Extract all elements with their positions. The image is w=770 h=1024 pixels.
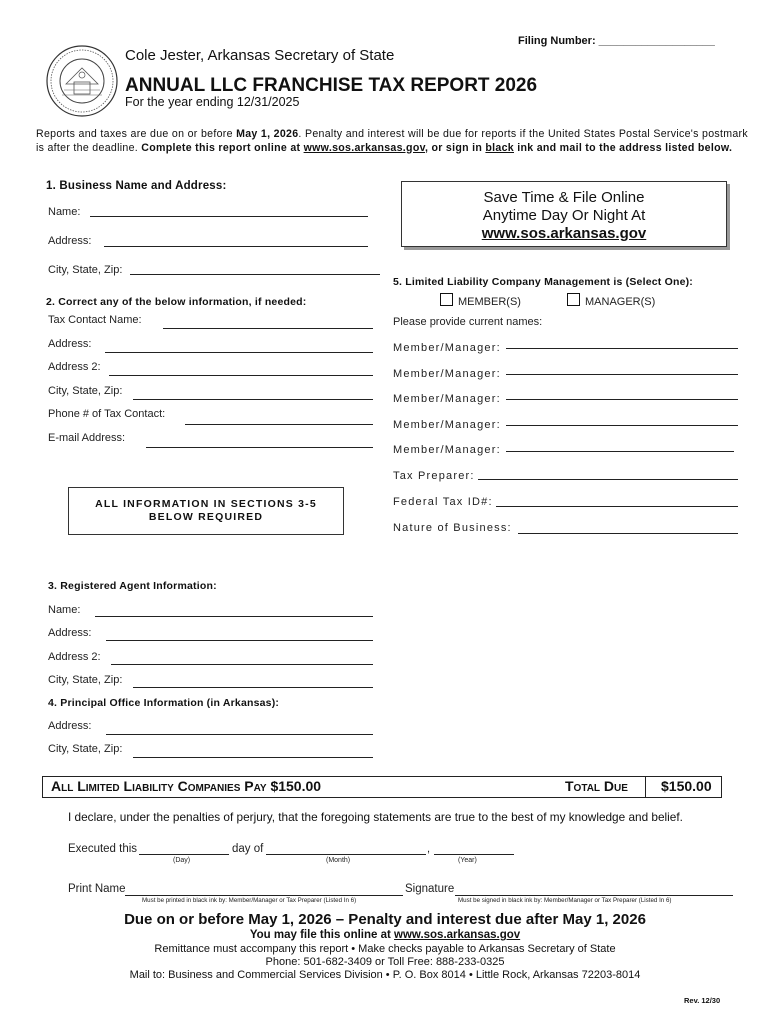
online-notice: You may file this online at www.sos.arkansas.gov [249, 929, 521, 941]
print-name-field[interactable] [125, 895, 403, 896]
day-of-label: day of [232, 843, 264, 855]
s3-city-field[interactable] [133, 687, 373, 688]
intro-paragraph: Reports and taxes are due on or before May 1, 2026. Penalty and interest will be due for reports if the United States Postal Service's postmark is after the deadline. Complete this report online at www.sos.arkansas.gov, or sign in black ink and mail to the address listed below. [36, 128, 748, 154]
s2-phone-field[interactable] [185, 424, 373, 425]
member-manager-field-1[interactable] [506, 348, 738, 349]
promo-url[interactable]: www.sos.arkansas.gov [481, 225, 647, 242]
nature-field[interactable] [518, 533, 738, 534]
required-notice [68, 487, 344, 535]
s2-email-field[interactable] [146, 447, 373, 448]
s1-city-field[interactable] [130, 274, 380, 275]
revision: Rev. 12/30 [684, 996, 721, 1005]
member-manager-field-2[interactable] [506, 374, 738, 375]
s3-address-label: Address: [48, 627, 92, 639]
s1-name-label: Name: [48, 206, 81, 218]
member-manager-field-5[interactable] [506, 451, 734, 452]
fee-bar [42, 776, 722, 798]
fee-label: All Limited Liability Companies Pay $150.00 [51, 778, 322, 794]
section1-title: 1. Business Name and Address: [46, 180, 227, 192]
executed-label: Executed this [68, 843, 138, 855]
member-option[interactable]: MEMBER(S) [440, 293, 521, 308]
promo-line2: Anytime Day Or Night At [482, 207, 646, 224]
s1-name-field[interactable] [90, 216, 368, 217]
year-caption: (Year) [458, 857, 477, 864]
s2-tax-contact-field[interactable] [163, 328, 373, 329]
promo-line1: Save Time & File Online [483, 189, 645, 206]
promo-box [401, 181, 727, 247]
s3-name-label: Name: [48, 604, 81, 616]
member-manager-label-4: Member/Manager: [393, 419, 501, 431]
total-due-value: $150.00 [661, 778, 712, 794]
comma: , [427, 843, 431, 855]
footer-url[interactable]: www.sos.arkansas.gov [394, 929, 521, 941]
s2-address-label: Address: [48, 338, 92, 350]
state-seal [44, 44, 120, 118]
member-checkbox[interactable] [440, 293, 453, 306]
tax-preparer-field[interactable] [478, 479, 738, 480]
s4-address-field[interactable] [106, 734, 373, 735]
member-manager-label-2: Member/Manager: [393, 368, 501, 380]
remittance-note: Remittance must accompany this report • Make checks payable to Arkansas Secretary of State [154, 943, 616, 955]
federal-id-label: Federal Tax ID#: [393, 496, 493, 508]
s1-city-label: City, State, Zip: [48, 264, 123, 276]
secretary-name: Cole Jester, Arkansas Secretary of State [125, 47, 395, 64]
section2-title: 2. Correct any of the below information, if needed: [46, 296, 307, 308]
s1-address-field[interactable] [104, 246, 368, 247]
s2-city-label: City, State, Zip: [48, 385, 123, 397]
required-line2: BELOW REQUIRED [148, 511, 264, 523]
signature-label: Signature [405, 883, 455, 895]
month-caption: (Month) [326, 857, 351, 864]
phone-note: Phone: 501-682-3409 or Toll Free: 888-233-0325 [265, 956, 505, 968]
mail-note: Mail to: Business and Commercial Services Division • P. O. Box 8014 • Little Rock, Arkansas 72203-8014 [129, 969, 641, 981]
section3-title: 3. Registered Agent Information: [48, 580, 217, 592]
tax-preparer-label: Tax Preparer: [393, 470, 475, 482]
names-note: Please provide current names: [393, 316, 543, 328]
s2-address2-field[interactable] [109, 375, 373, 376]
total-due-label: Total Due [565, 778, 628, 794]
signature-field[interactable] [455, 895, 733, 896]
s3-address2-field[interactable] [111, 664, 373, 665]
s3-city-label: City, State, Zip: [48, 674, 123, 686]
s4-address-label: Address: [48, 720, 92, 732]
member-manager-label-1: Member/Manager: [393, 342, 501, 354]
s3-address-field[interactable] [106, 640, 373, 641]
day-caption: (Day) [173, 857, 191, 864]
print-note: Must be printed in black ink by: Member/Manager or Tax Preparer (Listed In 6) [142, 897, 357, 904]
s3-name-field[interactable] [95, 616, 373, 617]
executed-month-field[interactable] [266, 854, 426, 855]
s2-tax-contact-label: Tax Contact Name: [48, 314, 142, 326]
federal-id-field[interactable] [496, 506, 738, 507]
manager-checkbox[interactable] [567, 293, 580, 306]
intro-url[interactable]: www.sos.arkansas.gov [303, 141, 425, 154]
s2-address2-label: Address 2: [48, 361, 101, 373]
executed-day-field[interactable] [139, 854, 229, 855]
member-manager-label-3: Member/Manager: [393, 393, 501, 405]
s3-address2-label: Address 2: [48, 651, 101, 663]
print-name-label: Print Name [68, 883, 126, 895]
s2-city-field[interactable] [133, 399, 373, 400]
required-line1: ALL INFORMATION IN SECTIONS 3-5 [95, 498, 317, 510]
s2-email-label: E-mail Address: [48, 432, 126, 444]
executed-year-field[interactable] [434, 854, 514, 855]
declaration-text: I declare, under the penalties of perjury, that the foregoing statements are true to the best of my knowledge and belief. [68, 810, 683, 824]
section5-title: 5. Limited Liability Company Management is (Select One): [393, 276, 694, 288]
s4-city-label: City, State, Zip: [48, 743, 123, 755]
filing-number: Filing Number: ___________________ [518, 35, 715, 47]
s1-address-label: Address: [48, 235, 92, 247]
manager-option[interactable]: MANAGER(S) [567, 293, 655, 308]
member-manager-field-3[interactable] [506, 399, 738, 400]
s2-phone-label: Phone # of Tax Contact: [48, 408, 166, 420]
page-title: ANNUAL LLC FRANCHISE TAX REPORT 2026 [125, 75, 538, 96]
signature-note: Must be signed in black ink by: Member/Manager or Tax Preparer (Listed In 6) [458, 897, 672, 904]
section4-title: 4. Principal Office Information (in Arkansas): [48, 697, 280, 709]
s2-address-field[interactable] [105, 352, 373, 353]
page-subtitle: For the year ending 12/31/2025 [125, 95, 300, 109]
due-notice: Due on or before May 1, 2026 – Penalty and interest due after May 1, 2026 [124, 911, 646, 928]
s4-city-field[interactable] [133, 757, 373, 758]
member-manager-field-4[interactable] [506, 425, 738, 426]
nature-label: Nature of Business: [393, 522, 512, 534]
member-manager-label-5: Member/Manager: [393, 444, 501, 456]
